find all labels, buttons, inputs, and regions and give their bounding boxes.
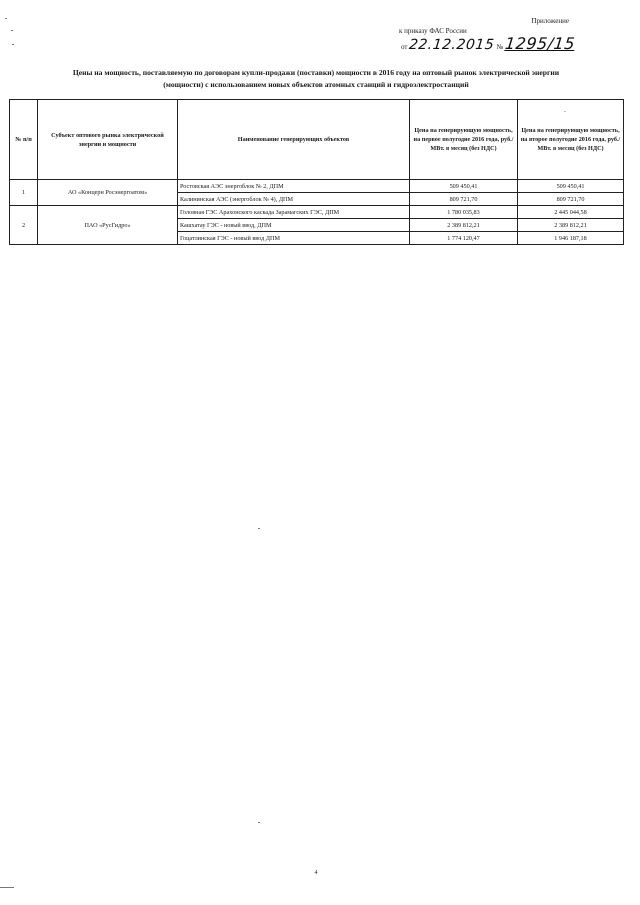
scan-speck <box>0 887 14 888</box>
row-subject: ПАО «РусГидро» <box>38 206 178 245</box>
table-row <box>10 206 624 219</box>
appendix-title: Приложение <box>531 17 569 25</box>
document-title-line-1: Цены на мощность, поставляемую по договорам купли-продажи (поставки) мощности в 2016 году на оптовый рынок электрической энергии <box>72 68 560 77</box>
appendix-date-number-row <box>399 34 577 53</box>
number-prefix: № <box>496 43 504 51</box>
row-num: 1 <box>10 180 38 206</box>
scan-speck <box>5 18 7 19</box>
handwritten-date: 22.12.2015 <box>408 37 496 53</box>
row-price-h2: 1 946 187,18 <box>518 232 624 245</box>
page-number: 4 <box>314 870 318 876</box>
scan-speck <box>258 822 260 823</box>
header-price-h1: Цена на генерирующую мощность, на первое полугодие 2016 года, руб./МВт. в месяц (без НДС) <box>410 100 518 180</box>
row-object: Гоцатлинская ГЭС - новый ввод ДПМ <box>178 232 410 245</box>
appendix-block <box>399 16 577 53</box>
header-subject: Субъект оптового рынка электрической энергии и мощности <box>38 100 178 180</box>
row-object: Калининская АЭС (энергоблок № 4), ДПМ <box>178 193 410 206</box>
row-price-h1: 809 721,70 <box>410 193 518 206</box>
document-title <box>10 67 622 91</box>
row-price-h1: 1 774 120,47 <box>410 232 518 245</box>
row-price-h1: 2 389 812,21 <box>410 219 518 232</box>
date-prefix: от <box>401 43 408 51</box>
row-price-h2: 509 450,41 <box>518 180 624 193</box>
row-price-h1: 1 780 035,83 <box>410 206 518 219</box>
document-title-line-2: (мощности) с использованием новых объектов атомных станций и гидроэлектростанций <box>163 80 469 89</box>
prices-table <box>9 99 624 245</box>
row-price-h2: 809 721,70 <box>518 193 624 206</box>
scan-speck <box>258 528 260 529</box>
header-num: № п/п <box>10 100 38 180</box>
scan-speck <box>11 30 13 31</box>
scan-speck <box>12 44 14 45</box>
table-header-row <box>10 100 624 180</box>
row-price-h2: 2 389 812,21 <box>518 219 624 232</box>
table-row <box>10 180 624 193</box>
row-num: 2 <box>10 206 38 245</box>
row-subject: АО «Концерн Росэнергоатом» <box>38 180 178 206</box>
row-object: Ростовская АЭС энергоблок № 2, ДПМ <box>178 180 410 193</box>
header-object: Наименование генерирующих объектов <box>178 100 410 180</box>
row-object: Кашхатау ГЭС - новый ввод, ДПМ <box>178 219 410 232</box>
scan-mark: . <box>564 105 566 114</box>
row-object: Головная ГЭС Арахонского каскада Зарамагских ГЭС, ДПМ <box>178 206 410 219</box>
row-price-h1: 509 450,41 <box>410 180 518 193</box>
appendix-order-line: к приказу ФАС России <box>399 27 467 35</box>
row-price-h2: 2 445 044,58 <box>518 206 624 219</box>
handwritten-order-number: 1295/15 <box>504 34 577 53</box>
header-price-h2: Цена на генерирующую мощность, на второе полугодие 2016 года, руб./МВт. в месяц (без НДС) <box>518 100 624 180</box>
